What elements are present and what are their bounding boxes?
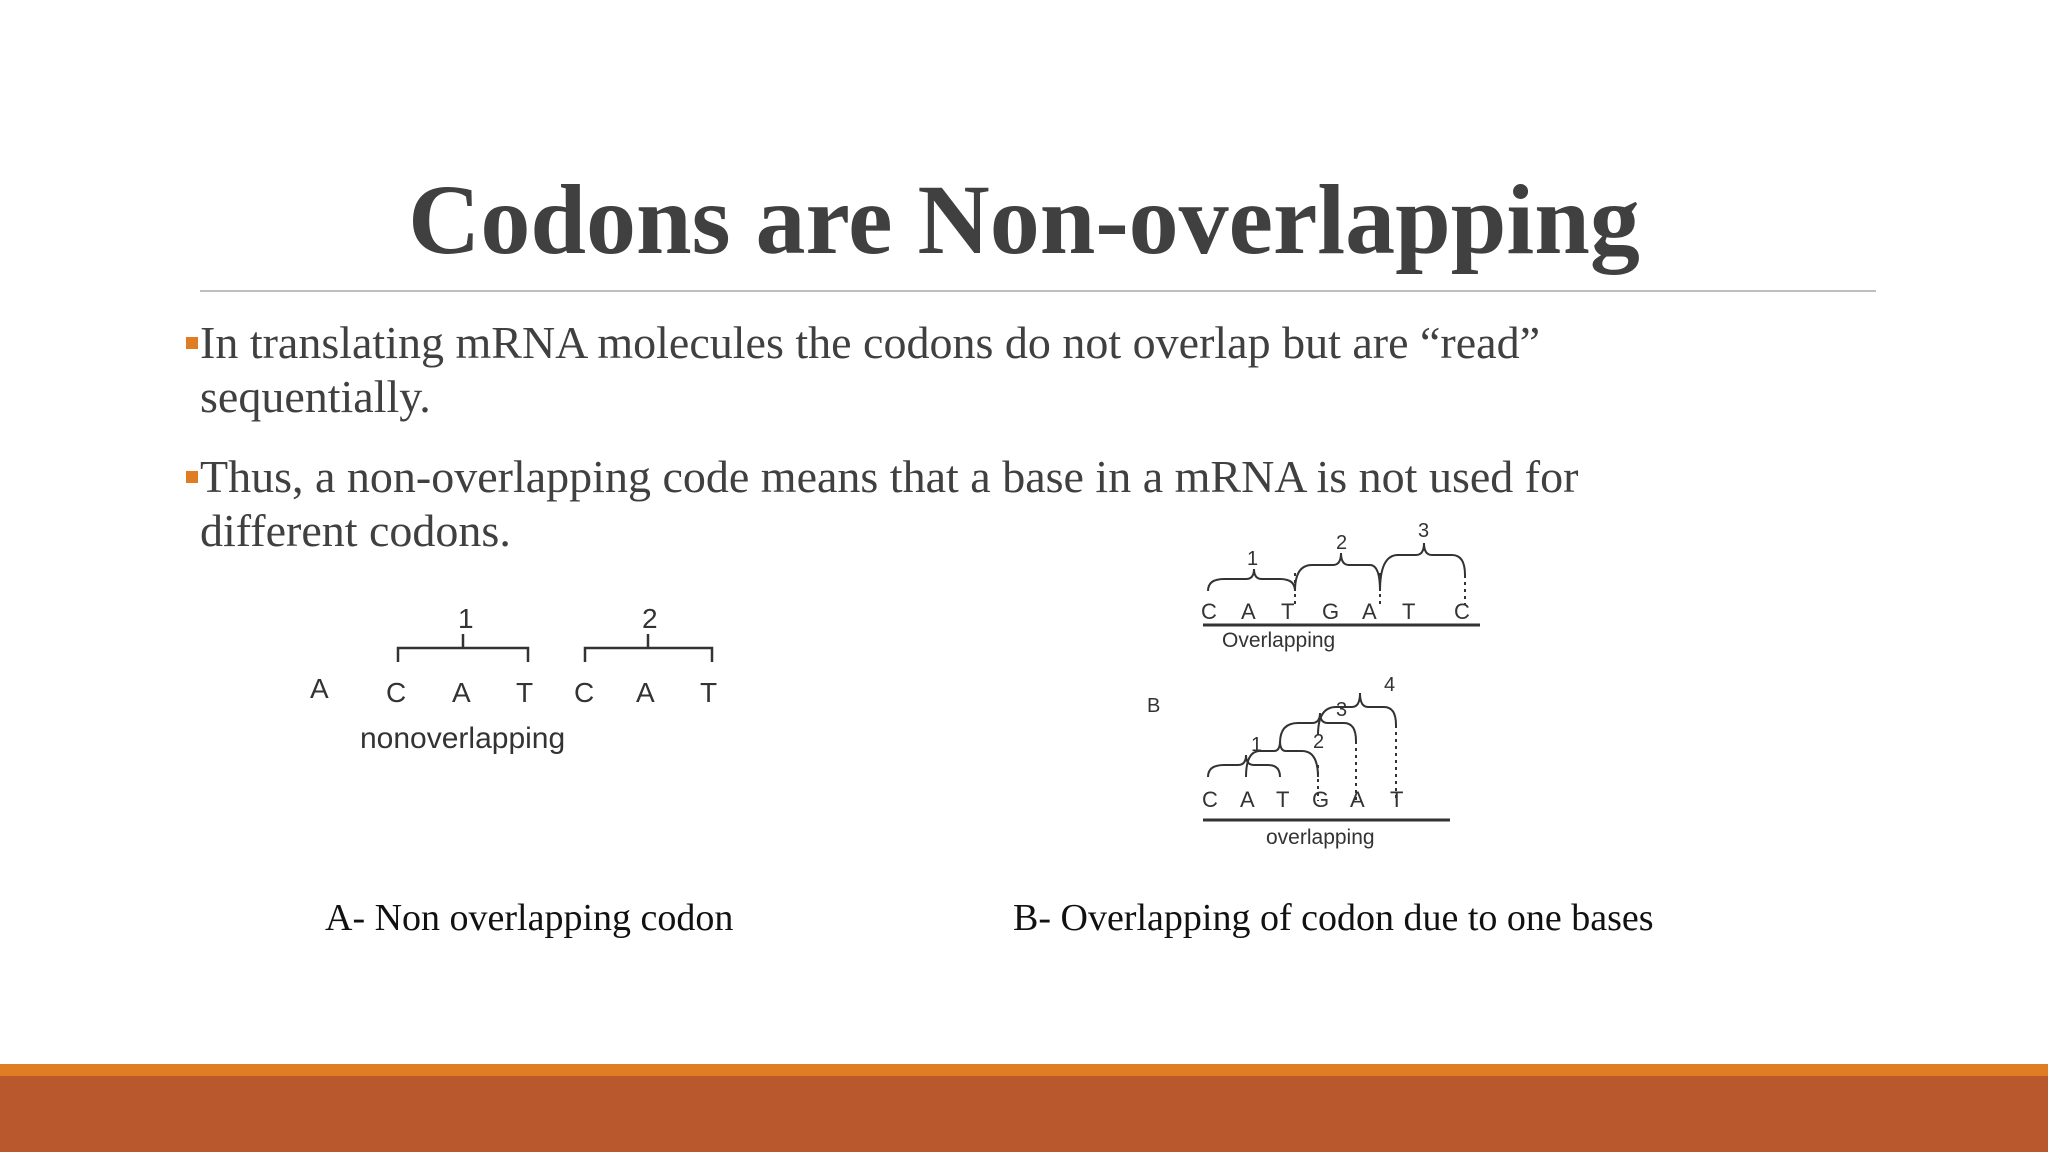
bullet-square-icon [186,471,198,483]
bullet-square-icon [186,337,198,349]
bullet-text-line: Thus, a non-overlapping code means that a base in a mRNA is not used for [200,451,1579,502]
codon-number: 2 [1336,532,1348,554]
footer-accent-bar [0,1064,2048,1076]
figure-label: Overlapping [1222,629,1336,652]
caption-a: A- Non overlapping codon [325,897,734,939]
base-letter: C [386,677,407,708]
figure-overlapping [1140,515,1540,865]
base-letter: T [1402,599,1416,624]
base-letter: A [1241,599,1256,624]
codon-number: 1 [458,603,474,634]
panel-label: A [310,673,329,704]
bullet-list [186,316,1886,584]
base-letter: A [452,677,471,708]
panel-label: B [1147,695,1161,717]
base-letter: C [1454,599,1470,624]
bullet-text-line: different codons. [200,505,511,556]
caption-b: B- Overlapping of codon due to one bases [1013,897,1654,939]
base-letter: T [700,677,718,708]
base-letter: C [1202,787,1218,812]
base-letter: T [1276,787,1290,812]
base-letter: A [1240,787,1255,812]
codon-number: 2 [1313,731,1325,753]
codon-number: 4 [1384,674,1396,696]
codon-number: 1 [1251,734,1263,756]
bullet-item [186,450,1886,558]
slide-title: Codons are Non-overlapping [408,164,1640,275]
base-letter: G [1322,599,1340,624]
figure-nonoverlapping [290,590,750,790]
base-letter: A [636,677,655,708]
title-divider [200,290,1876,292]
base-letter: G [1312,787,1330,812]
figure-label: nonoverlapping [360,722,566,755]
footer-bar [0,1076,2048,1152]
bullet-item [186,316,1886,424]
base-letter: C [1201,599,1217,624]
bullet-text-line: sequentially. [200,371,431,422]
figure-label: overlapping [1266,826,1375,849]
base-letter: A [1362,599,1377,624]
codon-number: 3 [1336,699,1348,721]
base-letter: T [1390,787,1404,812]
codon-number: 3 [1418,520,1430,542]
codon-number: 2 [642,603,658,634]
base-letter: T [1281,599,1295,624]
base-letter: T [516,677,534,708]
base-letter: C [574,677,595,708]
base-letter: A [1350,787,1365,812]
codon-number: 1 [1247,548,1259,570]
bullet-text-line: In translating mRNA molecules the codons do not overlap but are “read” [200,317,1540,368]
